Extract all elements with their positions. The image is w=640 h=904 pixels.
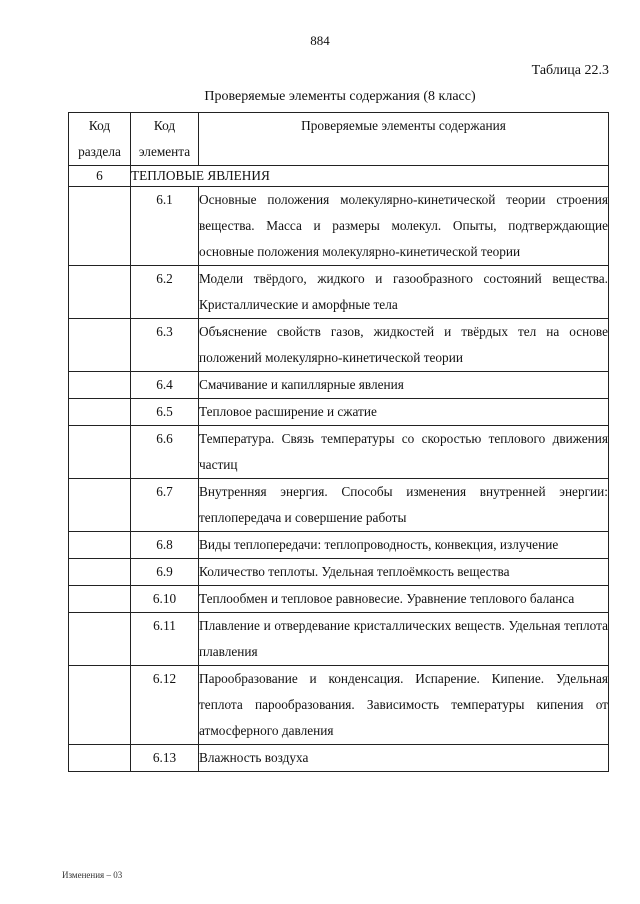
section-code-cell-empty — [69, 666, 131, 745]
element-content: Температура. Связь температуры со скоростью теплового движения частиц — [199, 426, 609, 479]
element-content: Влажность воздуха — [199, 745, 609, 772]
element-content: Виды теплопередачи: теплопроводность, конвекция, излучение — [199, 532, 609, 559]
table-row — [69, 666, 609, 745]
table-row — [69, 532, 609, 559]
element-content: Количество теплоты. Удельная теплоёмкость вещества — [199, 559, 609, 586]
section-code-cell-empty — [69, 586, 131, 613]
element-code: 6.8 — [131, 532, 199, 559]
element-content: Плавление и отвердевание кристаллических веществ. Удельная теплота плавления — [199, 613, 609, 666]
section-row — [69, 166, 609, 187]
element-content: Внутренняя энергия. Способы изменения внутренней энергии: теплопередача и совершение работы — [199, 479, 609, 532]
element-code: 6.3 — [131, 319, 199, 372]
table-row — [69, 426, 609, 479]
page-number: 884 — [310, 33, 330, 48]
element-content: Тепловое расширение и сжатие — [199, 399, 609, 426]
footer-note: Изменения – 03 — [62, 870, 123, 880]
element-content: Модели твёрдого, жидкого и газообразного состояний вещества. Кристаллические и аморфные тела — [199, 266, 609, 319]
element-code: 6.9 — [131, 559, 199, 586]
table-body — [69, 166, 609, 772]
element-code: 6.13 — [131, 745, 199, 772]
section-code: 6 — [69, 166, 131, 187]
element-content: Смачивание и капиллярные явления — [199, 372, 609, 399]
section-code-cell-empty — [69, 187, 131, 266]
section-code-cell-empty — [69, 745, 131, 772]
section-code-cell-empty — [69, 319, 131, 372]
table-row — [69, 266, 609, 319]
table-row — [69, 586, 609, 613]
table-row — [69, 319, 609, 372]
element-content: Парообразование и конденсация. Испарение. Кипение. Удельная теплота парообразования. Зависимость температуры кипения от атмосферного давления — [199, 666, 609, 745]
section-code-cell-empty — [69, 399, 131, 426]
section-code-cell-empty — [69, 426, 131, 479]
table-row — [69, 745, 609, 772]
element-code: 6.6 — [131, 426, 199, 479]
element-code: 6.1 — [131, 187, 199, 266]
table-title: Проверяемые элементы содержания (8 класс) — [204, 89, 476, 104]
section-code-cell-empty — [69, 372, 131, 399]
element-content: Основные положения молекулярно-кинетической теории строения вещества. Масса и размеры молекул. Опыты, подтверждающие основные положения молекулярно-кинетической теории — [199, 187, 609, 266]
header-section-code: Код раздела — [69, 113, 131, 166]
section-title: ТЕПЛОВЫЕ ЯВЛЕНИЯ — [131, 166, 609, 187]
header-content: Проверяемые элементы содержания — [199, 113, 609, 166]
table-row — [69, 187, 609, 266]
header-element-code: Код элемента — [131, 113, 199, 166]
table-row — [69, 559, 609, 586]
table-header-row — [69, 113, 609, 166]
table-label: Таблица 22.3 — [531, 63, 609, 78]
section-code-cell-empty — [69, 532, 131, 559]
element-code: 6.10 — [131, 586, 199, 613]
element-code: 6.7 — [131, 479, 199, 532]
content-elements-table — [68, 112, 609, 772]
element-code: 6.11 — [131, 613, 199, 666]
element-code: 6.12 — [131, 666, 199, 745]
element-content: Теплообмен и тепловое равновесие. Уравнение теплового баланса — [199, 586, 609, 613]
table-row — [69, 479, 609, 532]
section-code-cell-empty — [69, 613, 131, 666]
element-code: 6.4 — [131, 372, 199, 399]
element-code: 6.2 — [131, 266, 199, 319]
element-content: Объяснение свойств газов, жидкостей и твёрдых тел на основе положений молекулярно-кинетической теории — [199, 319, 609, 372]
table-row — [69, 399, 609, 426]
section-code-cell-empty — [69, 559, 131, 586]
section-code-cell-empty — [69, 266, 131, 319]
table-row — [69, 613, 609, 666]
section-code-cell-empty — [69, 479, 131, 532]
table-row — [69, 372, 609, 399]
element-code: 6.5 — [131, 399, 199, 426]
